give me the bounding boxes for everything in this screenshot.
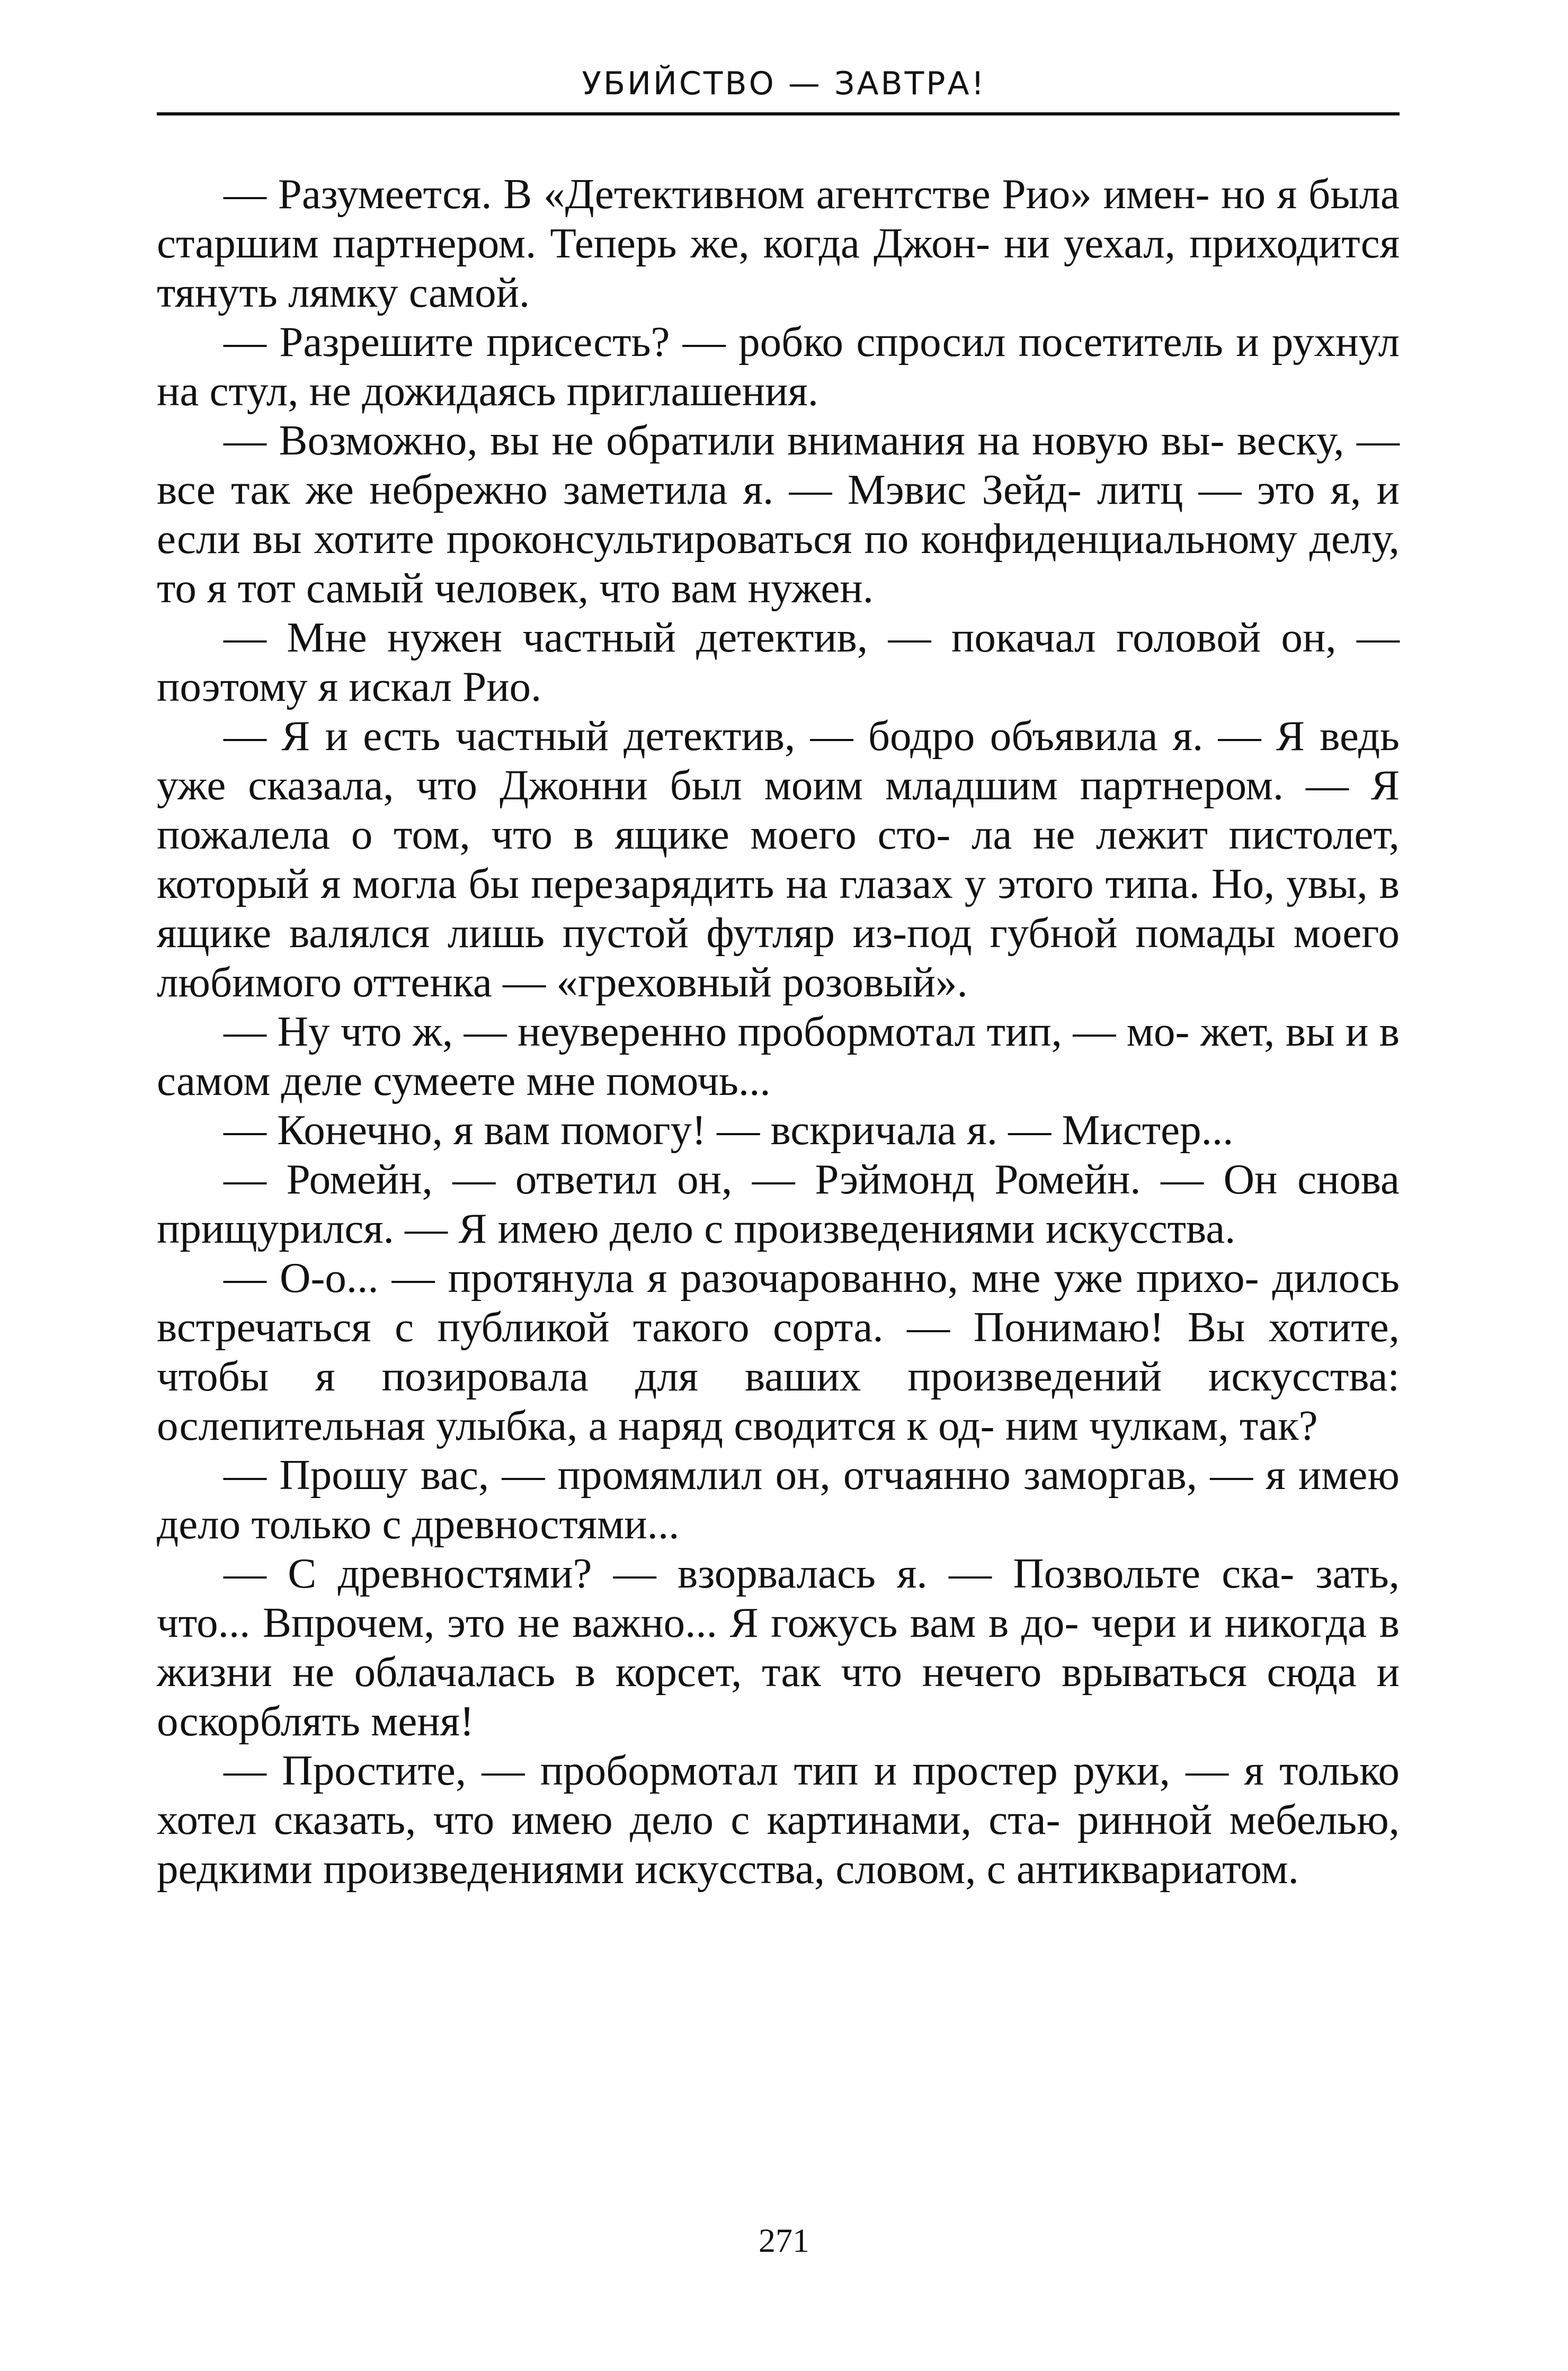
- paragraph: — Простите, — пробормотал тип и простер руки, — я только хотел сказать, что имею дело с картинами, ста- ринной мебелью, редкими произведениями искусства, словом, с антиквариатом.: [157, 1746, 1400, 1893]
- paragraph: — Разумеется. В «Детективном агентстве Рио» имен- но я была старшим партнером. Теперь же, когда Джон- ни уехал, приходится тянуть лямку самой.: [157, 170, 1400, 316]
- paragraph: — Мне нужен частный детектив, — покачал головой он, — поэтому я искал Рио.: [157, 613, 1400, 710]
- paragraph: — О-о... — протянула я разочарованно, мне уже прихо- дилось встречаться с публикой такого сорта. — Понимаю! Вы хотите, чтобы я позировала для ваших произведений искусства: ослепительная улыбка, а наряд сводится к од- ним чулкам, так?: [157, 1254, 1400, 1449]
- paragraph: — Ну что ж, — неуверенно пробормотал тип, — мо- жет, вы и в самом деле сумеете мне помочь...: [157, 1008, 1400, 1104]
- paragraph: — Ромейн, — ответил он, — Рэймонд Ромейн. — Он снова прищурился. — Я имею дело с произведениями искусства.: [157, 1155, 1400, 1252]
- paragraph: — Разрешите присесть? — робко спросил посетитель и рухнул на стул, не дожидаясь приглашения.: [157, 318, 1400, 415]
- paragraph: — Возможно, вы не обратили внимания на новую вы- веску, — все так же небрежно заметила я. — Мэвис Зейд- литц — это я, и если вы хотите проконсультироваться по конфиденциальному делу, то я тот самый человек, что вам нужен.: [157, 416, 1400, 612]
- paragraph: — Конечно, я вам помогу! — вскричала я. — Мистер...: [224, 1106, 1234, 1154]
- header-rule: [157, 112, 1400, 115]
- paragraph: — С древностями? — взорвалась я. — Позвольте ска- зать, что... Впрочем, это не важно... Я гожусь вам в до- чери и никогда в жизни не облачалась в корсет, так что нечего врываться сюда и оскорблять меня!: [157, 1549, 1400, 1745]
- paragraph: — Я и есть частный детектив, — бодро объявила я. — Я ведь уже сказала, что Джонни был моим младшим партнером. — Я пожалела о том, что в ящике моего сто- ла не лежит пистолет, который я могла бы перезарядить на глазах у этого типа. Но, увы, в ящике валялся лишь пустой футляр из-под губной помады моего любимого оттенка — «греховный розовый».: [157, 712, 1400, 1006]
- paragraph: — Прошу вас, — промямлил он, отчаянно заморгав, — я имею дело только с древностями...: [157, 1451, 1400, 1548]
- body-text: [157, 170, 1400, 1894]
- page-number: 271: [759, 2222, 809, 2259]
- running-head-title: УБИЙСТВО — ЗАВТРА!: [582, 65, 986, 102]
